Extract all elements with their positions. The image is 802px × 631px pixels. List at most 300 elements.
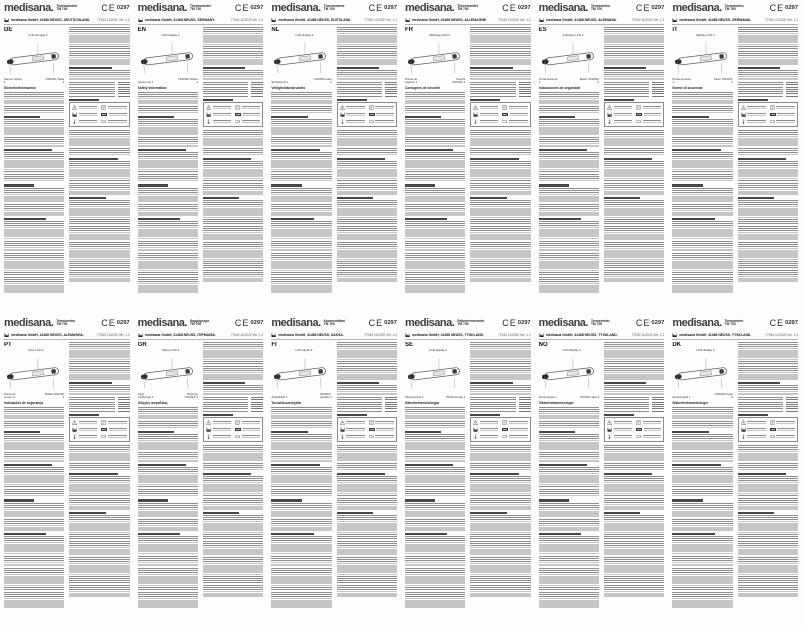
body-text-block xyxy=(69,51,129,65)
medisana-logo: medisana. xyxy=(137,317,187,329)
body-text-block xyxy=(604,183,664,195)
body-text-block xyxy=(271,503,331,517)
body-text-block xyxy=(337,148,397,156)
instruction-booklet-icon xyxy=(235,420,240,425)
symbol-caption xyxy=(776,435,795,438)
instruction-booklet-icon xyxy=(101,420,106,425)
technical-data-row xyxy=(69,406,129,407)
instruction-booklet-icon xyxy=(369,105,374,110)
safety-section-heading: Turvallisuusohjeita xyxy=(271,401,302,406)
body-text-block xyxy=(4,434,64,450)
body-text-block xyxy=(271,253,331,275)
panel-body xyxy=(672,342,798,630)
thermometer-illustration xyxy=(4,38,64,80)
technical-data-row xyxy=(470,408,530,409)
diagram-label-lcd: LCD-Anzeige 2 xyxy=(28,33,48,38)
symbol-caption xyxy=(375,435,394,438)
manual-panel xyxy=(134,0,268,315)
technical-data-row xyxy=(738,397,798,398)
safety-section-heading: Sikkerhedsanvisninger xyxy=(672,401,709,406)
symbol-caption xyxy=(747,106,766,109)
symbol-legend-item xyxy=(607,427,632,432)
symbol-legend-item xyxy=(369,112,394,117)
manufacturer-icon xyxy=(473,427,478,432)
body-text-block xyxy=(203,498,263,510)
body-text-block xyxy=(138,592,198,608)
section-heading-rule xyxy=(138,218,180,220)
manufacturer-line xyxy=(4,18,130,25)
product-title xyxy=(457,5,487,13)
body-text-block xyxy=(4,407,64,419)
symbol-legend-box xyxy=(337,417,397,442)
body-text-block xyxy=(271,407,331,419)
left-column xyxy=(271,27,331,315)
body-text-block xyxy=(405,467,465,487)
symbol-caption xyxy=(109,428,127,431)
section-heading-rule xyxy=(203,414,233,416)
section-heading-rule xyxy=(405,431,441,433)
storage-temperature-icon xyxy=(473,434,478,439)
diagram-label-lcd: LCD-display 2 xyxy=(295,33,314,38)
ce-notified-body-number: 0297 xyxy=(785,320,798,326)
technical-data-row xyxy=(470,84,530,85)
section-heading-rule xyxy=(337,473,385,475)
symbol-caption xyxy=(643,106,662,109)
body-text-block xyxy=(69,70,129,80)
panel-body xyxy=(539,27,665,315)
left-column xyxy=(539,27,599,315)
body-text-block xyxy=(69,385,129,395)
body-text-block xyxy=(738,183,798,195)
technical-data-row xyxy=(337,399,397,400)
ce-notified-body-number: 0297 xyxy=(250,320,264,326)
technical-data-row xyxy=(337,91,397,92)
safety-section-heading: Indicações de segurança xyxy=(4,401,44,406)
body-text-block xyxy=(271,204,331,216)
manufacturer-icon xyxy=(271,333,276,338)
body-text-block xyxy=(672,467,732,487)
symbol-caption xyxy=(644,113,662,116)
storage-temperature-icon xyxy=(741,434,746,439)
language-code: ES xyxy=(538,26,547,33)
thermometer-diagram xyxy=(539,34,599,84)
warning-triangle-icon xyxy=(340,105,345,110)
panel-body xyxy=(271,27,397,315)
symbol-caption xyxy=(509,435,528,438)
body-text-block xyxy=(138,204,198,216)
body-text-block xyxy=(470,515,530,539)
body-text-block xyxy=(738,366,798,380)
on-off-button-icon xyxy=(452,369,457,374)
body-text-block xyxy=(337,541,397,555)
symbol-caption xyxy=(376,113,394,116)
technical-data-row xyxy=(470,96,530,97)
manufacturer-icon xyxy=(607,427,612,432)
body-text-block xyxy=(405,137,465,147)
body-text-block xyxy=(138,253,198,275)
body-text-block xyxy=(672,556,732,566)
body-text-block xyxy=(672,152,732,172)
storage-temperature-icon xyxy=(340,119,345,124)
article-version: 77040 11/2020 Ver. 1.2 xyxy=(364,332,397,337)
manufacturer-icon xyxy=(4,18,9,23)
warning-triangle-icon xyxy=(72,105,77,110)
body-text-block xyxy=(4,519,64,531)
technical-data-row xyxy=(203,84,263,85)
right-column xyxy=(470,342,530,630)
body-text-block xyxy=(69,183,129,195)
on-off-button-icon xyxy=(185,54,190,59)
on-off-button-icon xyxy=(720,54,725,59)
body-text-block xyxy=(470,200,530,224)
manufacturer-icon xyxy=(138,333,143,338)
body-text-block xyxy=(337,183,397,195)
technical-data-row xyxy=(337,411,397,412)
section-heading-rule xyxy=(539,149,587,151)
medisana-logo: medisana. xyxy=(405,317,455,329)
thermometer-illustration xyxy=(271,38,331,80)
body-text-block xyxy=(405,489,465,497)
right-column xyxy=(738,342,798,630)
section-heading-rule xyxy=(4,116,40,118)
article-version: 77040 11/2020 Ver. 1.2 xyxy=(631,17,665,22)
symbol-caption xyxy=(375,421,394,424)
technical-data-row xyxy=(470,399,530,400)
body-text-block xyxy=(69,463,129,471)
body-text-block xyxy=(672,241,732,251)
symbol-caption xyxy=(108,421,127,424)
body-text-block xyxy=(271,119,331,135)
body-text-block xyxy=(69,366,129,380)
thermometer-illustration xyxy=(138,353,198,395)
instruction-booklet-icon xyxy=(235,105,240,110)
section-heading-rule xyxy=(138,184,168,186)
product-model: TM 700 xyxy=(189,322,202,327)
lot-number-icon: LOT xyxy=(236,113,241,116)
instruction-booklet-icon xyxy=(101,105,106,110)
symbol-caption xyxy=(480,435,499,438)
body-text-block xyxy=(138,568,198,590)
symbol-legend-item xyxy=(235,427,260,432)
body-text-block xyxy=(672,503,732,517)
section-heading-rule xyxy=(738,382,780,384)
body-text-block xyxy=(337,476,397,496)
body-text-block xyxy=(271,556,331,566)
lot-number-icon: LOT xyxy=(102,113,107,116)
section-heading-rule xyxy=(337,512,373,514)
body-text-block xyxy=(470,148,530,156)
body-text-block xyxy=(337,70,397,80)
section-heading-rule xyxy=(604,512,640,514)
article-version: 77040 11/2020 Ver. 1.2 xyxy=(497,332,531,337)
body-text-block xyxy=(405,421,465,429)
manual-panel xyxy=(0,0,134,315)
symbol-caption xyxy=(213,113,232,116)
section-heading-rule xyxy=(539,464,587,466)
left-column xyxy=(672,27,732,315)
section-heading-rule xyxy=(470,197,506,199)
body-text-block xyxy=(738,385,798,395)
body-text-block xyxy=(604,515,664,539)
symbol-legend-item xyxy=(369,434,394,439)
body-text-block xyxy=(672,568,732,590)
symbol-caption xyxy=(375,120,394,123)
article-version: 77040 11/2020 Ver. 1.2 xyxy=(631,332,665,337)
body-text-block xyxy=(470,498,530,510)
body-text-block xyxy=(672,221,732,239)
storage-temperature-icon xyxy=(72,119,77,124)
body-text-block xyxy=(271,452,331,462)
battery-disposal-icon xyxy=(369,434,374,439)
panel-body xyxy=(405,342,531,630)
technical-data-row xyxy=(203,406,263,407)
body-text-block xyxy=(738,342,798,364)
body-text-block xyxy=(738,557,798,583)
panel-body xyxy=(672,27,798,315)
on-off-button-icon xyxy=(319,54,324,59)
panel-header xyxy=(138,318,264,331)
body-text-block xyxy=(405,152,465,172)
thermometer-diagram xyxy=(539,349,599,399)
diagram-label-on-off: Πλήκτρο ON/OFF 3 xyxy=(184,391,198,399)
body-text-block xyxy=(738,242,798,268)
body-text-block xyxy=(69,130,129,146)
manufacturer-address: medisana GmbH, 41468 NEUSS, ΓΕΡΜΑΝΙΑ. xyxy=(144,332,216,337)
body-text-block xyxy=(672,452,732,462)
body-text-block xyxy=(337,557,397,583)
diagram-label-lcd: LCD display 2 xyxy=(161,33,180,38)
technical-data-row xyxy=(470,404,530,405)
body-text-block xyxy=(337,242,397,268)
symbol-legend-item xyxy=(636,105,661,110)
symbol-caption xyxy=(109,113,127,116)
technical-data-row xyxy=(69,93,129,94)
symbol-legend-item xyxy=(636,119,661,124)
manufacturer-address: medisana GmbH, 41468 NEUSS, ALLEMAGNE. xyxy=(412,17,487,22)
section-heading-rule xyxy=(604,414,634,416)
symbol-caption xyxy=(213,428,232,431)
section-heading-rule xyxy=(672,533,714,535)
product-name: Kuumemittari xyxy=(323,318,345,323)
section-heading-rule xyxy=(539,116,575,118)
section-heading-rule xyxy=(672,116,708,118)
body-text-block xyxy=(271,421,331,429)
body-text-block xyxy=(69,585,129,597)
instruction-booklet-icon xyxy=(502,420,507,425)
lot-number-icon: LOT xyxy=(503,113,508,116)
body-text-block xyxy=(138,137,198,147)
technical-data-row xyxy=(337,404,397,405)
symbol-caption xyxy=(375,106,394,109)
body-text-block xyxy=(539,277,599,293)
symbol-caption xyxy=(79,435,98,438)
symbol-legend-item xyxy=(369,105,394,110)
manufacturer-line xyxy=(138,333,264,340)
body-text-block xyxy=(539,421,599,429)
panel-body xyxy=(4,27,130,315)
body-text-block xyxy=(738,585,798,597)
symbol-legend-item xyxy=(340,119,365,124)
section-heading-rule xyxy=(4,499,34,501)
thermometer-illustration xyxy=(405,38,465,80)
body-text-block xyxy=(203,270,263,282)
diagram-label-on-off: ON/OFF-Taste 3 xyxy=(45,76,65,84)
diagram-label-lcd: Display LCD 2 xyxy=(696,33,715,38)
technical-data-row xyxy=(604,91,664,92)
section-heading-rule xyxy=(138,464,186,466)
symbol-legend-item xyxy=(72,112,97,117)
ce-logo-icon: CE xyxy=(635,317,651,328)
safety-section-heading: Veiligheidsinstructies xyxy=(271,86,306,91)
body-text-block xyxy=(69,270,129,282)
body-text-block xyxy=(69,242,129,268)
ce-notified-body-number: 0297 xyxy=(517,320,531,326)
manufacturer-icon xyxy=(539,18,544,23)
language-code: EN xyxy=(137,26,146,33)
language-code: DE xyxy=(4,26,13,33)
symbol-legend-item xyxy=(340,420,365,425)
on-off-button-icon xyxy=(185,369,190,374)
symbol-legend-item xyxy=(340,434,365,439)
body-text-block xyxy=(4,556,64,566)
body-text-block xyxy=(337,463,397,471)
technical-data-row xyxy=(738,82,798,83)
product-name: Thermometer xyxy=(56,3,78,8)
technical-data-row xyxy=(203,408,263,409)
symbol-legend-item xyxy=(502,112,527,117)
body-text-block xyxy=(539,556,599,566)
ce-logo-icon: CE xyxy=(769,317,785,328)
body-text-block xyxy=(470,445,530,461)
section-heading-rule xyxy=(539,533,581,535)
body-text-block xyxy=(4,421,64,429)
body-text-block xyxy=(604,342,664,364)
panel-body xyxy=(138,27,264,315)
body-text-block xyxy=(405,556,465,566)
product-name: Febertermometer xyxy=(457,318,485,323)
body-text-block xyxy=(4,489,64,497)
manufacturer-address: medisana GmbH, 41468 NEUSS, TYSKLAND. xyxy=(545,332,618,337)
instruction-booklet-icon xyxy=(636,105,641,110)
body-text-block xyxy=(738,161,798,181)
body-text-block xyxy=(604,161,664,181)
symbol-legend-item xyxy=(502,119,527,124)
medisana-logo: medisana. xyxy=(405,2,455,14)
technical-data-row xyxy=(604,89,664,90)
body-text-block xyxy=(4,592,64,608)
section-heading-rule xyxy=(271,464,319,466)
manufacturer-address: medisana GmbH, 41468 NEUSS, DEUTSCHLAND. xyxy=(11,17,91,22)
panel-header xyxy=(539,318,665,331)
lot-number-icon: LOT xyxy=(770,428,775,431)
technical-data-row xyxy=(604,87,664,88)
ce-notified-body-number: 0297 xyxy=(384,5,397,11)
body-text-block xyxy=(337,385,397,395)
body-text-block xyxy=(738,463,798,471)
body-text-block xyxy=(672,174,732,182)
diagram-label-on-off: ON/OFF-tast 3 xyxy=(580,394,599,399)
technical-data-row xyxy=(203,87,263,88)
body-text-block xyxy=(604,242,664,268)
symbol-caption xyxy=(376,428,394,431)
right-column xyxy=(69,342,129,630)
on-off-button-icon xyxy=(51,369,56,374)
body-text-block xyxy=(672,92,732,104)
body-text-block xyxy=(470,130,530,146)
product-name: Termometer xyxy=(724,318,744,323)
section-heading-rule xyxy=(738,512,774,514)
section-heading-rule xyxy=(738,414,768,416)
body-text-block xyxy=(672,536,732,554)
product-model: TM 700 xyxy=(724,7,736,12)
technical-data-row xyxy=(203,399,263,400)
symbol-caption xyxy=(213,106,232,109)
thermometer-illustration xyxy=(672,353,732,395)
technical-data-row xyxy=(738,84,798,85)
symbol-legend-item xyxy=(235,105,260,110)
symbol-legend-item xyxy=(72,105,97,110)
symbol-caption xyxy=(480,428,499,431)
symbol-caption xyxy=(108,106,127,109)
thermometer-illustration xyxy=(271,353,331,395)
body-text-block xyxy=(271,489,331,497)
body-text-block xyxy=(539,407,599,419)
technical-data-row xyxy=(69,399,129,400)
body-text-block xyxy=(738,498,798,510)
body-text-block xyxy=(138,221,198,239)
body-text-block xyxy=(138,556,198,566)
manufacturer-address: medisana GmbH, 41468 NEUSS, GERMANIA. xyxy=(679,17,752,22)
body-text-block xyxy=(405,277,465,293)
symbol-legend-box xyxy=(470,102,530,127)
symbol-caption xyxy=(614,428,633,431)
left-column xyxy=(539,342,599,630)
product-name: Termometer xyxy=(590,318,610,323)
technical-data-row xyxy=(738,408,798,409)
body-text-block xyxy=(203,585,263,597)
manufacturer-icon xyxy=(741,427,746,432)
symbol-legend-item xyxy=(636,112,661,117)
body-text-block xyxy=(4,241,64,251)
manufacturer-icon xyxy=(539,333,544,338)
technical-data-row xyxy=(738,399,798,400)
symbol-legend-item xyxy=(340,105,365,110)
body-text-block xyxy=(203,148,263,156)
instruction-booklet-icon xyxy=(636,420,641,425)
product-name: Termómetro xyxy=(56,318,76,323)
symbol-caption xyxy=(480,120,499,123)
product-title xyxy=(725,320,755,328)
symbol-legend-item xyxy=(770,434,795,439)
body-text-block xyxy=(69,541,129,555)
section-heading-rule xyxy=(271,533,313,535)
on-off-button-icon xyxy=(452,54,457,59)
panel-header xyxy=(405,3,531,16)
symbol-legend-item xyxy=(607,112,632,117)
warning-triangle-icon xyxy=(607,420,612,425)
instruction-booklet-icon xyxy=(770,105,775,110)
technical-data-row xyxy=(337,408,397,409)
body-text-block xyxy=(69,342,129,364)
body-text-block xyxy=(203,476,263,496)
body-text-block xyxy=(738,515,798,539)
symbol-legend-item xyxy=(607,119,632,124)
symbol-caption xyxy=(79,421,98,424)
body-text-block xyxy=(203,515,263,539)
diagram-label-sensor-tip: Sensorspiss 1 xyxy=(538,394,557,399)
battery-disposal-icon xyxy=(636,434,641,439)
section-heading-rule xyxy=(271,116,307,118)
